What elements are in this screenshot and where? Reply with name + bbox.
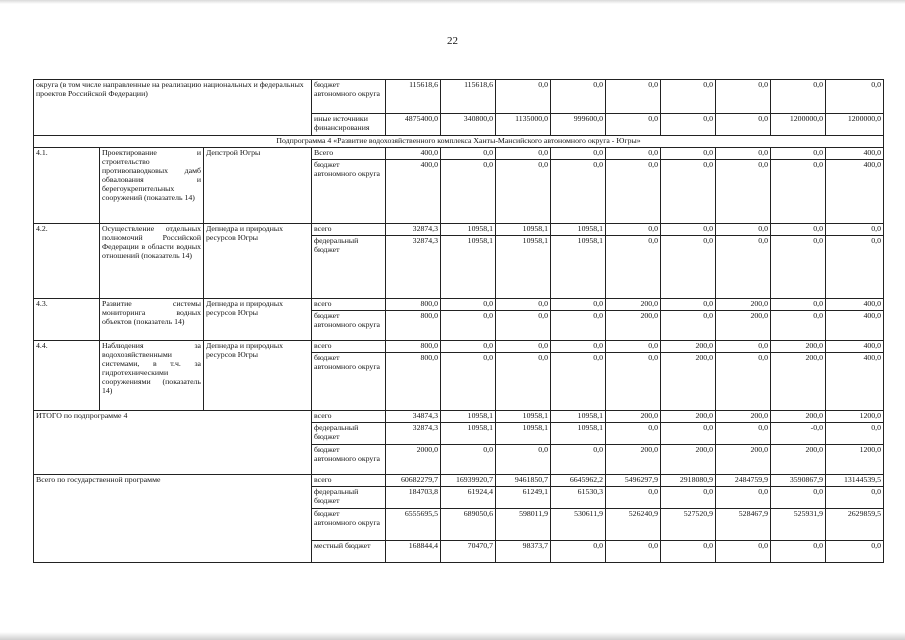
value-cell: 200,0	[606, 444, 661, 474]
value-cell: 530611,9	[551, 508, 606, 540]
source-cell: бюджет автономного округа	[312, 159, 386, 223]
value-cell: 200,0	[661, 410, 716, 422]
value-cell: 0,0	[826, 80, 884, 114]
value-cell: 184703,8	[386, 486, 441, 508]
value-cell: 0,0	[661, 80, 716, 114]
value-cell: 10958,1	[551, 223, 606, 235]
value-cell: 10958,1	[496, 223, 551, 235]
value-cell: 0,0	[771, 159, 826, 223]
value-cell: 0,0	[716, 159, 771, 223]
value-cell: 400,0	[386, 147, 441, 159]
item-name: Развитие системы мониторинга водных объектов (показатель 14)	[100, 298, 204, 340]
value-cell: 0,0	[606, 235, 661, 298]
value-cell: 200,0	[716, 410, 771, 422]
value-cell: 1200,0	[826, 410, 884, 422]
source-cell: всего	[312, 223, 386, 235]
value-cell: 0,0	[496, 298, 551, 310]
value-cell: 0,0	[716, 114, 771, 136]
value-cell: 0,0	[716, 340, 771, 352]
value-cell: 400,0	[826, 352, 884, 410]
source-cell: бюджет автономного округа	[312, 352, 386, 410]
value-cell: 10958,1	[496, 422, 551, 444]
value-cell: 0,0	[606, 114, 661, 136]
value-cell: 0,0	[441, 310, 496, 340]
value-cell: 800,0	[386, 340, 441, 352]
source-cell: федеральный бюджет	[312, 422, 386, 444]
item-name: Осуществление отдельных полномочий Российской Федерации в области водных отношений (показатель 14)	[100, 223, 204, 298]
value-cell: 0,0	[716, 147, 771, 159]
value-cell: 0,0	[606, 352, 661, 410]
value-cell: 0,0	[441, 147, 496, 159]
item-number: 4.1.	[34, 147, 100, 223]
value-cell: 60682279,7	[386, 474, 441, 486]
value-cell: 0,0	[551, 159, 606, 223]
value-cell: 400,0	[826, 340, 884, 352]
value-cell: 0,0	[716, 235, 771, 298]
value-cell: 2918080,9	[661, 474, 716, 486]
value-cell: 400,0	[826, 310, 884, 340]
value-cell: 10958,1	[551, 410, 606, 422]
value-cell: 6645962,2	[551, 474, 606, 486]
value-cell: 200,0	[606, 410, 661, 422]
value-cell: 0,0	[661, 486, 716, 508]
value-cell: 6555695,5	[386, 508, 441, 540]
value-cell: 689050,6	[441, 508, 496, 540]
value-cell: 400,0	[386, 159, 441, 223]
value-cell: 61924,4	[441, 486, 496, 508]
value-cell: 0,0	[661, 298, 716, 310]
item-name: Наблюдения за водохозяйственными системами, в т.ч. за гидротехническими сооружениями (показатель 14)	[100, 340, 204, 410]
value-cell: 34874,3	[386, 410, 441, 422]
value-cell: 3590867,9	[771, 474, 826, 486]
value-cell: 10958,1	[441, 235, 496, 298]
value-cell: 400,0	[826, 147, 884, 159]
value-cell: 0,0	[496, 147, 551, 159]
value-cell: 0,0	[771, 540, 826, 562]
value-cell: 0,0	[551, 80, 606, 114]
table-row	[34, 474, 884, 486]
value-cell: 0,0	[826, 223, 884, 235]
value-cell: 200,0	[716, 444, 771, 474]
table-row	[34, 298, 884, 310]
value-cell: 0,0	[551, 147, 606, 159]
value-cell: 0,0	[496, 310, 551, 340]
value-cell: 0,0	[606, 540, 661, 562]
value-cell: 525931,9	[771, 508, 826, 540]
value-cell: 9461850,7	[496, 474, 551, 486]
value-cell: 528467,9	[716, 508, 771, 540]
value-cell: 0,0	[716, 80, 771, 114]
value-cell: 400,0	[826, 298, 884, 310]
value-cell: 0,0	[771, 235, 826, 298]
value-cell: 10958,1	[441, 422, 496, 444]
value-cell: 0,0	[606, 422, 661, 444]
value-cell: 0,0	[441, 444, 496, 474]
value-cell: 0,0	[551, 540, 606, 562]
value-cell: 0,0	[441, 352, 496, 410]
value-cell: 5496297,9	[606, 474, 661, 486]
value-cell: 0,0	[606, 159, 661, 223]
value-cell: 32874,3	[386, 223, 441, 235]
source-cell: бюджет автономного округа	[312, 508, 386, 540]
value-cell: 10958,1	[496, 410, 551, 422]
value-cell: 0,0	[826, 540, 884, 562]
value-cell: 0,0	[826, 486, 884, 508]
value-cell: 0,0	[606, 147, 661, 159]
value-cell: 0,0	[826, 235, 884, 298]
value-cell: 0,0	[496, 159, 551, 223]
value-cell: 0,0	[496, 444, 551, 474]
value-cell: 0,0	[441, 159, 496, 223]
value-cell: 0,0	[551, 340, 606, 352]
source-cell: всего	[312, 340, 386, 352]
value-cell: 200,0	[716, 310, 771, 340]
value-cell: 0,0	[661, 114, 716, 136]
value-cell: 0,0	[496, 340, 551, 352]
source-cell: бюджет автономного округа	[312, 80, 386, 114]
budget-table	[33, 79, 884, 563]
value-cell: 200,0	[771, 444, 826, 474]
value-cell: 1135000,0	[496, 114, 551, 136]
value-cell: 200,0	[661, 340, 716, 352]
value-cell: 61249,1	[496, 486, 551, 508]
source-cell: Всего	[312, 147, 386, 159]
source-cell: федеральный бюджет	[312, 235, 386, 298]
value-cell: 10958,1	[551, 422, 606, 444]
source-cell: федеральный бюджет	[312, 486, 386, 508]
value-cell: 1200,0	[826, 444, 884, 474]
value-cell: 0,0	[496, 80, 551, 114]
source-cell: иные источники финансирования	[312, 114, 386, 136]
value-cell: -0,0	[771, 422, 826, 444]
value-cell: 0,0	[716, 422, 771, 444]
source-cell: всего	[312, 298, 386, 310]
table-row	[34, 223, 884, 235]
item-number: 4.2.	[34, 223, 100, 298]
item-executor: Депнедра и природных ресурсов Югры	[204, 298, 312, 340]
item-executor: Депнедра и природных ресурсов Югры	[204, 223, 312, 298]
scan-edge-bottom	[0, 632, 905, 640]
description-cell: округа (в том числе направленные на реализацию национальных и федеральных проектов Российской Федерации)	[34, 80, 312, 136]
subprogram-total-label: ИТОГО по подпрограмме 4	[34, 410, 312, 474]
value-cell: 2629859,5	[826, 508, 884, 540]
source-cell: всего	[312, 474, 386, 486]
value-cell: 0,0	[661, 159, 716, 223]
item-executor: Депстрой Югры	[204, 147, 312, 223]
value-cell: 32874,3	[386, 422, 441, 444]
value-cell: 800,0	[386, 298, 441, 310]
value-cell: 0,0	[716, 223, 771, 235]
value-cell: 16939920,7	[441, 474, 496, 486]
value-cell: 0,0	[771, 223, 826, 235]
source-cell: бюджет автономного округа	[312, 444, 386, 474]
value-cell: 0,0	[826, 422, 884, 444]
value-cell: 32874,3	[386, 235, 441, 298]
value-cell: 10958,1	[551, 235, 606, 298]
value-cell: 0,0	[771, 147, 826, 159]
value-cell: 999600,0	[551, 114, 606, 136]
value-cell: 200,0	[661, 444, 716, 474]
value-cell: 10958,1	[441, 410, 496, 422]
value-cell: 0,0	[771, 80, 826, 114]
value-cell: 0,0	[716, 540, 771, 562]
value-cell: 0,0	[661, 310, 716, 340]
value-cell: 10958,1	[441, 223, 496, 235]
value-cell: 0,0	[661, 223, 716, 235]
value-cell: 0,0	[606, 80, 661, 114]
value-cell: 2484759,9	[716, 474, 771, 486]
value-cell: 0,0	[551, 444, 606, 474]
value-cell: 800,0	[386, 352, 441, 410]
value-cell: 0,0	[771, 310, 826, 340]
value-cell: 526240,9	[606, 508, 661, 540]
table-row	[34, 147, 884, 159]
source-cell: местный бюджет	[312, 540, 386, 562]
value-cell: 0,0	[496, 352, 551, 410]
item-executor: Депнедра и природных ресурсов Югры	[204, 340, 312, 410]
item-name: Проектирование и строительство противопаводковых дамб обвалования и берегоукрепительных сооружений (показатель 14)	[100, 147, 204, 223]
value-cell: 200,0	[716, 298, 771, 310]
value-cell: 10958,1	[496, 235, 551, 298]
value-cell: 0,0	[661, 540, 716, 562]
value-cell: 0,0	[441, 298, 496, 310]
value-cell: 200,0	[771, 340, 826, 352]
value-cell: 0,0	[551, 352, 606, 410]
value-cell: 4875400,0	[386, 114, 441, 136]
value-cell: 0,0	[716, 352, 771, 410]
value-cell: 2000,0	[386, 444, 441, 474]
value-cell: 115618,6	[386, 80, 441, 114]
value-cell: 0,0	[606, 223, 661, 235]
value-cell: 200,0	[606, 298, 661, 310]
value-cell: 527520,9	[661, 508, 716, 540]
item-number: 4.4.	[34, 340, 100, 410]
value-cell: 0,0	[661, 147, 716, 159]
value-cell: 200,0	[661, 352, 716, 410]
value-cell: 0,0	[771, 298, 826, 310]
subprogram-title: Подпрограмма 4 «Развитие водохозяйственного комплекса Ханты-Мансийского автономного округа - Югры»	[34, 136, 884, 148]
value-cell: 13144539,5	[826, 474, 884, 486]
table-row	[34, 80, 884, 114]
value-cell: 0,0	[661, 235, 716, 298]
value-cell: 0,0	[551, 298, 606, 310]
value-cell: 200,0	[771, 352, 826, 410]
scan-edge-top	[0, 0, 905, 4]
value-cell: 200,0	[606, 310, 661, 340]
value-cell: 598011,9	[496, 508, 551, 540]
value-cell: 0,0	[551, 310, 606, 340]
subprogram-heading-row	[34, 136, 884, 148]
value-cell: 0,0	[606, 486, 661, 508]
value-cell: 800,0	[386, 310, 441, 340]
page-number: 22	[447, 35, 458, 47]
value-cell: 340800,0	[441, 114, 496, 136]
value-cell: 0,0	[716, 486, 771, 508]
table-row	[34, 410, 884, 422]
value-cell: 0,0	[771, 486, 826, 508]
value-cell: 70470,7	[441, 540, 496, 562]
value-cell: 0,0	[661, 422, 716, 444]
item-number: 4.3.	[34, 298, 100, 340]
source-cell: всего	[312, 410, 386, 422]
source-cell: бюджет автономного округа	[312, 310, 386, 340]
program-total-label: Всего по государственной программе	[34, 474, 312, 562]
value-cell: 200,0	[771, 410, 826, 422]
value-cell: 0,0	[606, 340, 661, 352]
table-row	[34, 340, 884, 352]
value-cell: 61530,3	[551, 486, 606, 508]
value-cell: 400,0	[826, 159, 884, 223]
value-cell: 115618,6	[441, 80, 496, 114]
value-cell: 1200000,0	[771, 114, 826, 136]
value-cell: 98373,7	[496, 540, 551, 562]
value-cell: 168844,4	[386, 540, 441, 562]
value-cell: 0,0	[441, 340, 496, 352]
value-cell: 1200000,0	[826, 114, 884, 136]
